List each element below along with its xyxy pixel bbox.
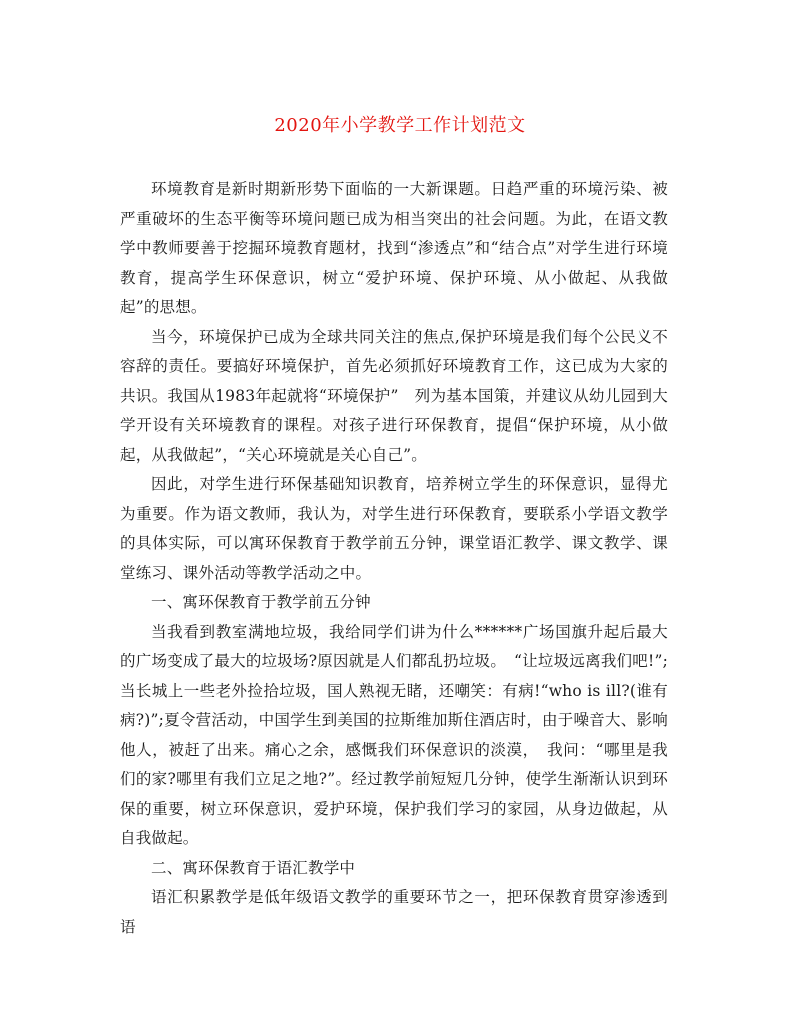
paragraph-therefore: 因此，对学生进行环保基础知识教育，培养树立学生的环保意识，显得尤为重要。作为语文教师，我认为，对学生进行环保教育，要联系小学语文教学的具体实际，可以寓环保教育于教学前五分钟，课堂语汇教学、课文教学、课堂练习、课外活动等教学活动之中。: [120, 475, 668, 582]
document-title: 2020年小学教学工作计划范文: [274, 115, 526, 136]
paragraph-section-2: 语汇积累教学是低年级语文教学的重要环节之一，把环保教育贯穿渗透到语: [120, 888, 668, 936]
paragraph-section-1: 当我看到教室满地垃圾，我给同学们讲为什么******广场国旗升起后最大的广场变成了最大的垃圾场?原因就是人们都乱扔垃圾。 “让垃圾远离我们吧!”;当长城上一些老外捡拾垃圾，国人熟视无睹，还嘲笑：有病!“who is ill?(谁有病?)”;夏令营活动，中国学生到美国的拉斯维加斯住酒店时，由于噪音大、影响他人，被赶了出来。痛心之余，感慨我们环保意识的淡漠， 我问：“哪里是我们的家?哪里有我们立足之地?”。经过教学前短短几分钟，使学生渐渐认识到环保的重要，树立环保意识，爱护环境，保护我们学习的家园，从身边做起，从自我做起。: [120, 622, 668, 847]
paragraph-current-situation: 当今，环境保护已成为全球共同关注的焦点,保护环境是我们每个公民义不容辞的责任。要搞好环境保护，首先必须抓好环境教育工作，这已成为大家的共识。我国从1983年起就将“环境保护” 列为基本国策，并建议从幼儿园到大学开设有关环境教育的课程。对孩子进行环保教育，提倡“保护环境，从小做起，从我做起”，“关心环境就是关心自己”。: [120, 327, 668, 464]
document-body: [120, 175, 668, 942]
section-heading-2: 二、寓环保教育于语汇教学中: [151, 858, 356, 877]
section-heading-1: 一、寓环保教育于教学前五分钟: [151, 593, 371, 611]
paragraph-intro: 环境教育是新时期新形势下面临的一大新课题。日趋严重的环境污染、被严重破坏的生态平衡等环境问题已成为相当突出的社会问题。为此，在语文教学中教师要善于挖掘环境教育题材，找到“渗透点”和“结合点”对学生进行环境教育，提高学生环保意识，树立“爱护环境、保护环境、从小做起、从我做起”的思想。: [120, 180, 668, 316]
